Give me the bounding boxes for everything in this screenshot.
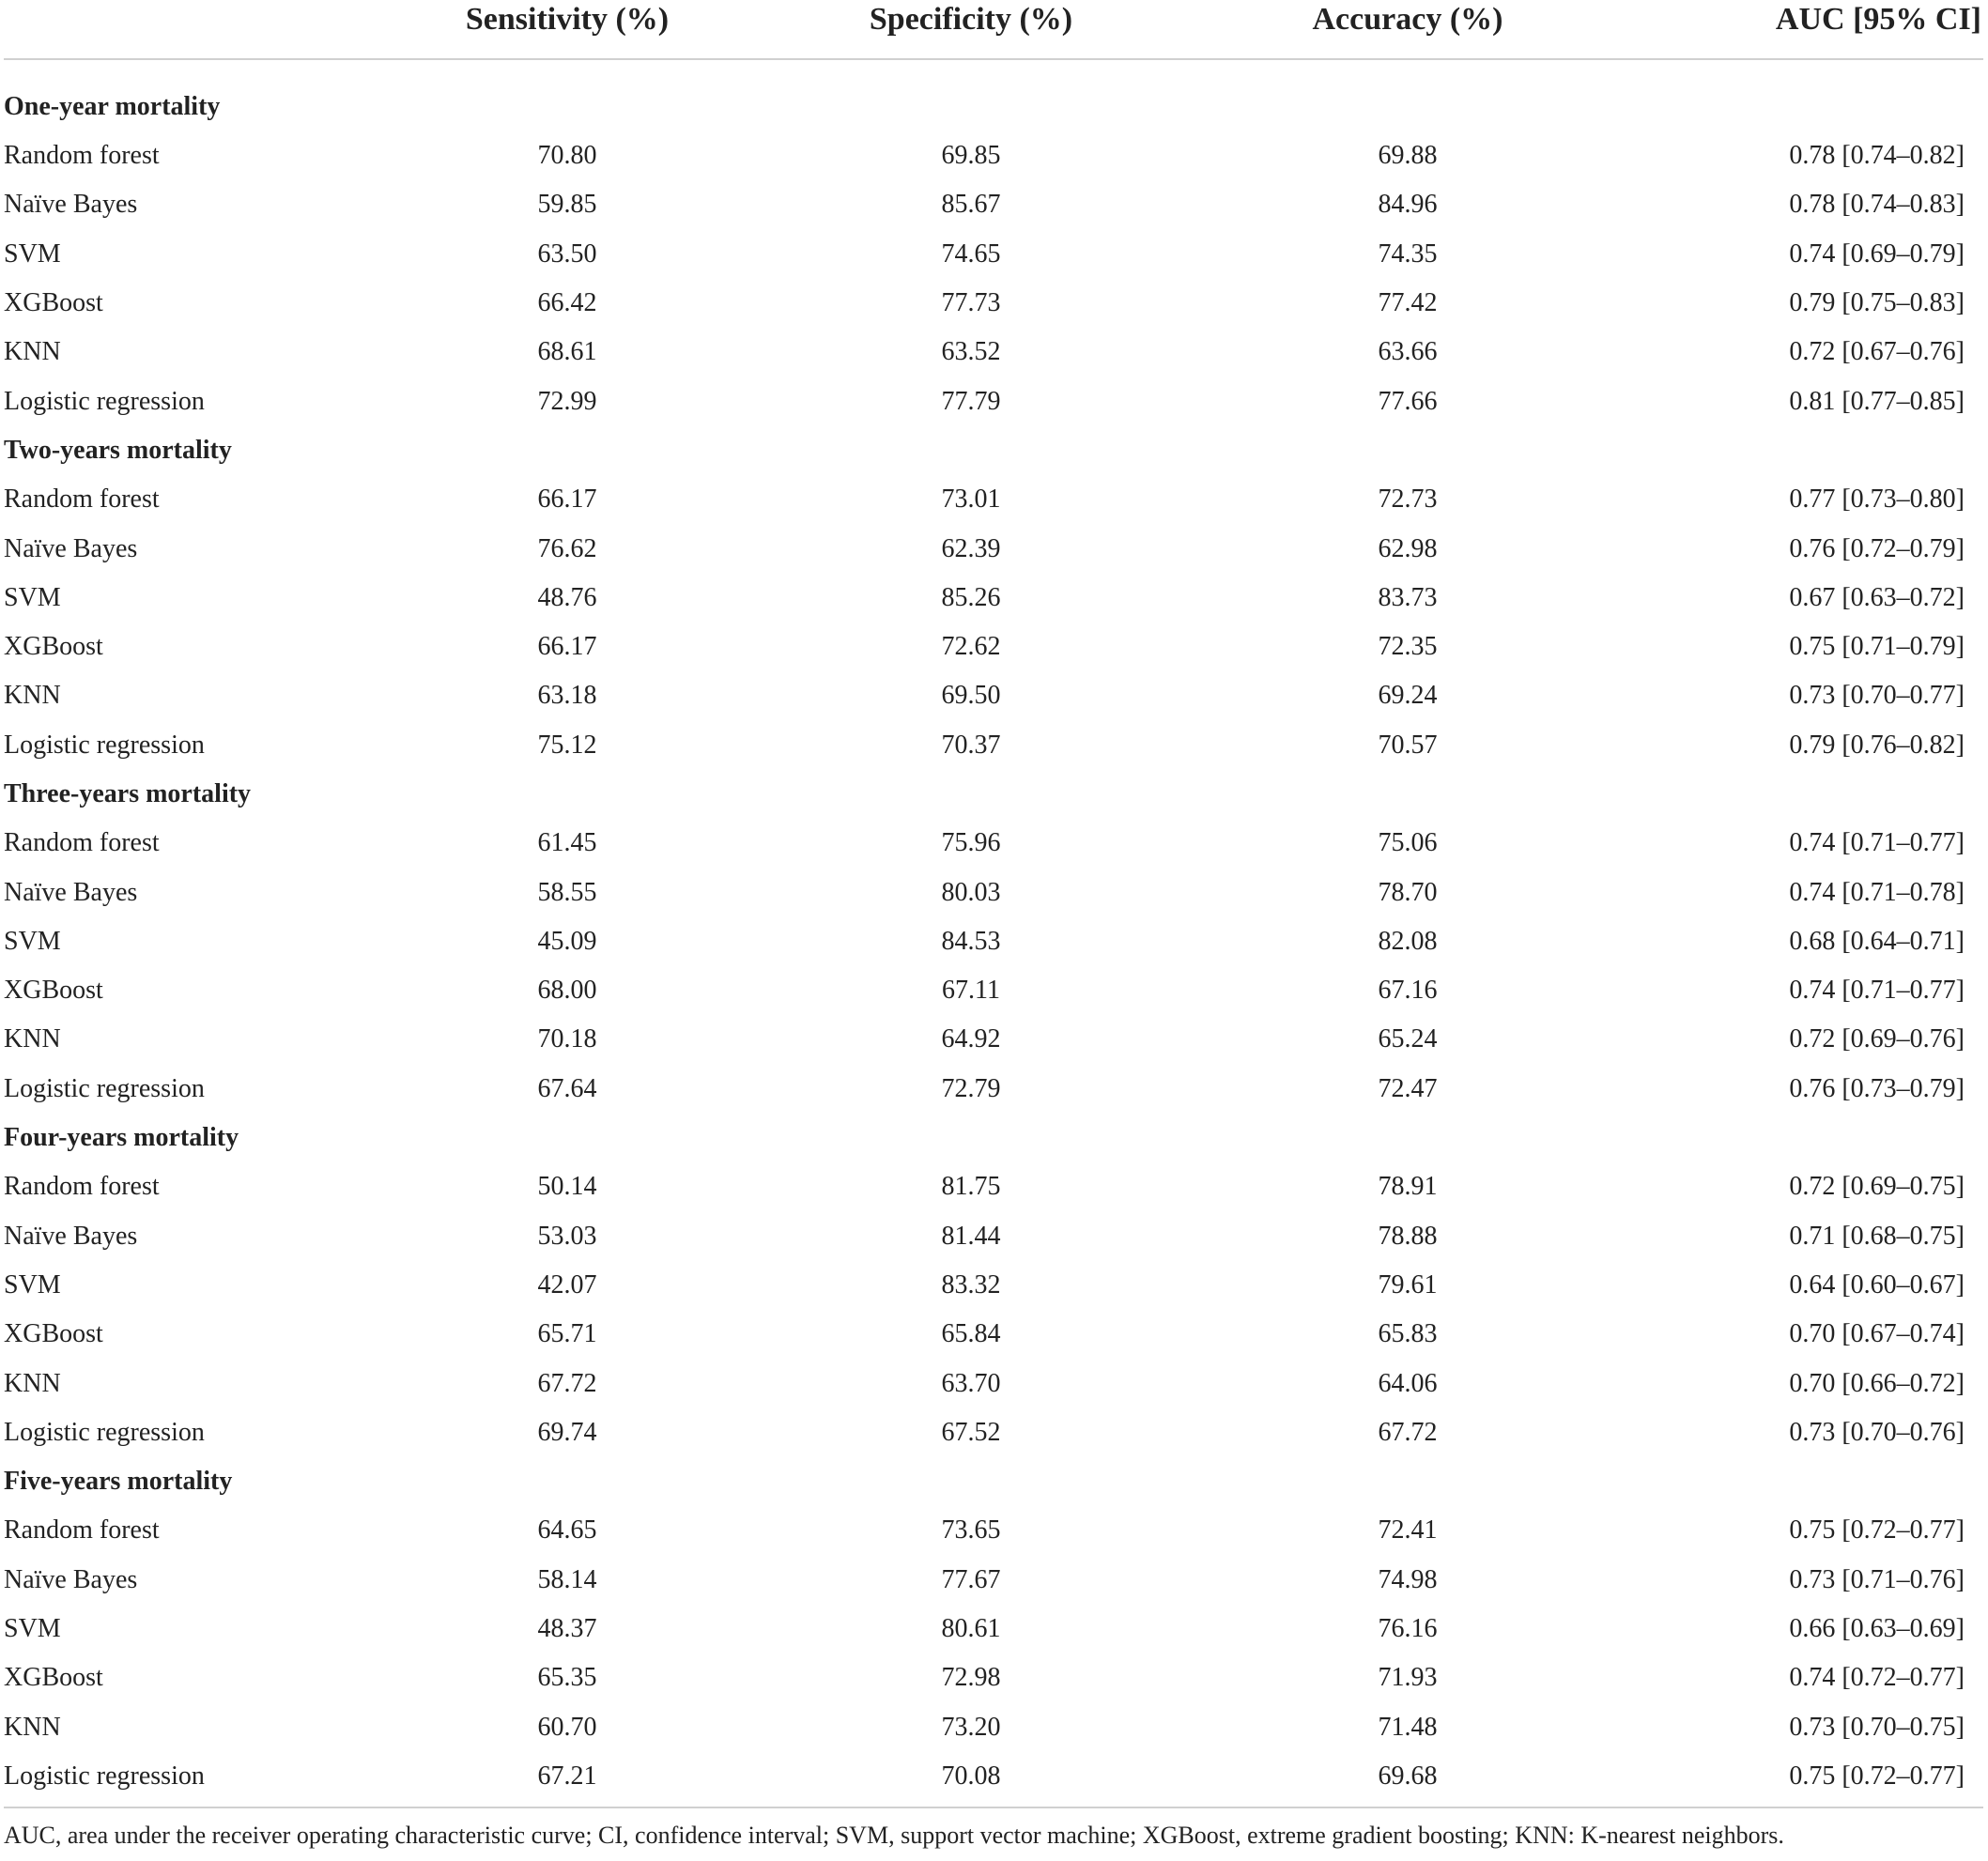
- model-name: XGBoost: [4, 1663, 103, 1693]
- auc-cell: 0.81 [0.77–0.85]: [1789, 386, 1965, 416]
- table-body: [4, 59, 1983, 1801]
- specificity-cell: 67.52: [941, 1417, 1001, 1447]
- accuracy-cell: 79.61: [1378, 1269, 1438, 1300]
- auc-cell: 0.72 [0.69–0.75]: [1789, 1172, 1965, 1202]
- model-name: KNN: [4, 337, 61, 367]
- auc-cell: 0.79 [0.76–0.82]: [1789, 730, 1965, 760]
- accuracy-cell: 77.42: [1378, 288, 1438, 318]
- model-name: KNN: [4, 1712, 61, 1742]
- model-name: XGBoost: [4, 632, 103, 662]
- table-row: [4, 1212, 1983, 1261]
- sensitivity-cell: 61.45: [537, 828, 597, 858]
- specificity-cell: 73.20: [941, 1712, 1001, 1742]
- table-row: [4, 1703, 1983, 1752]
- auc-cell: 0.74 [0.71–0.78]: [1789, 877, 1965, 907]
- sensitivity-cell: 67.72: [537, 1368, 597, 1398]
- auc-cell: 0.67 [0.63–0.72]: [1789, 582, 1965, 612]
- model-name: Naïve Bayes: [4, 190, 138, 220]
- specificity-cell: 67.11: [942, 976, 1000, 1006]
- table-row: [4, 819, 1983, 868]
- accuracy-cell: 78.91: [1378, 1172, 1438, 1202]
- model-name: Random forest: [4, 1172, 160, 1202]
- group-row: [4, 426, 1983, 475]
- results-table: [4, 0, 1983, 1801]
- sensitivity-cell: 70.18: [537, 1024, 597, 1054]
- group-title: Three-years mortality: [4, 779, 252, 808]
- accuracy-cell: 71.93: [1378, 1663, 1438, 1693]
- table-row: [4, 1359, 1983, 1407]
- sensitivity-cell: 63.18: [537, 681, 597, 711]
- accuracy-cell: 63.66: [1378, 337, 1438, 367]
- auc-cell: 0.74 [0.72–0.77]: [1789, 1663, 1965, 1693]
- accuracy-cell: 77.66: [1378, 386, 1438, 416]
- table-row: [4, 721, 1983, 770]
- sensitivity-cell: 65.71: [537, 1319, 597, 1349]
- specificity-cell: 65.84: [941, 1319, 1001, 1349]
- sensitivity-cell: 70.80: [537, 141, 597, 171]
- header-specificity: Specificity (%): [755, 0, 1187, 59]
- sensitivity-cell: 53.03: [537, 1221, 597, 1251]
- model-name: Naïve Bayes: [4, 1564, 138, 1594]
- auc-cell: 0.74 [0.71–0.77]: [1789, 828, 1965, 858]
- table-row: [4, 671, 1983, 720]
- auc-cell: 0.72 [0.67–0.76]: [1789, 337, 1965, 367]
- auc-cell: 0.78 [0.74–0.83]: [1789, 190, 1965, 220]
- header-row: [4, 0, 1983, 59]
- specificity-cell: 74.65: [941, 238, 1001, 269]
- specificity-cell: 77.67: [941, 1564, 1001, 1594]
- header-label: [4, 0, 379, 59]
- accuracy-cell: 82.08: [1378, 926, 1438, 956]
- sensitivity-cell: 64.65: [537, 1515, 597, 1546]
- auc-cell: 0.74 [0.71–0.77]: [1789, 976, 1965, 1006]
- table-row: [4, 868, 1983, 916]
- sensitivity-cell: 66.42: [537, 288, 597, 318]
- auc-cell: 0.68 [0.64–0.71]: [1789, 926, 1965, 956]
- sensitivity-cell: 75.12: [537, 730, 597, 760]
- model-name: Logistic regression: [4, 730, 205, 760]
- model-name: Logistic regression: [4, 1073, 205, 1103]
- sensitivity-cell: 67.64: [537, 1073, 597, 1103]
- accuracy-cell: 69.88: [1378, 141, 1438, 171]
- specificity-cell: 83.32: [941, 1269, 1001, 1300]
- model-name: XGBoost: [4, 976, 103, 1006]
- auc-cell: 0.76 [0.73–0.79]: [1789, 1073, 1965, 1103]
- group-row: [4, 1457, 1983, 1506]
- accuracy-cell: 65.83: [1378, 1319, 1438, 1349]
- model-name: Logistic regression: [4, 386, 205, 416]
- table-row: [4, 574, 1983, 623]
- table-row: [4, 328, 1983, 377]
- specificity-cell: 62.39: [941, 533, 1001, 563]
- specificity-cell: 63.70: [941, 1368, 1001, 1398]
- specificity-cell: 77.73: [941, 288, 1001, 318]
- specificity-cell: 80.61: [941, 1614, 1001, 1644]
- auc-cell: 0.73 [0.70–0.76]: [1789, 1417, 1965, 1447]
- sensitivity-cell: 63.50: [537, 238, 597, 269]
- model-name: Logistic regression: [4, 1761, 205, 1791]
- model-name: XGBoost: [4, 1319, 103, 1349]
- table-row: [4, 1408, 1983, 1457]
- table-header: [4, 0, 1983, 59]
- specificity-cell: 80.03: [941, 877, 1001, 907]
- model-name: SVM: [4, 926, 61, 956]
- model-name: SVM: [4, 582, 61, 612]
- model-name: Naïve Bayes: [4, 877, 138, 907]
- table-row: [4, 131, 1983, 180]
- table-row: [4, 180, 1983, 229]
- accuracy-cell: 72.41: [1378, 1515, 1438, 1546]
- sensitivity-cell: 60.70: [537, 1712, 597, 1742]
- table-row: [4, 279, 1983, 328]
- accuracy-cell: 76.16: [1378, 1614, 1438, 1644]
- specificity-cell: 75.96: [941, 828, 1001, 858]
- auc-cell: 0.70 [0.66–0.72]: [1789, 1368, 1965, 1398]
- accuracy-cell: 72.35: [1378, 632, 1438, 662]
- specificity-cell: 85.26: [941, 582, 1001, 612]
- specificity-cell: 70.37: [941, 730, 1001, 760]
- model-name: Random forest: [4, 484, 160, 515]
- auc-cell: 0.72 [0.69–0.76]: [1789, 1024, 1965, 1054]
- auc-cell: 0.74 [0.69–0.79]: [1789, 238, 1965, 269]
- table-row: [4, 1653, 1983, 1702]
- group-title: Two-years mortality: [4, 435, 232, 465]
- specificity-cell: 81.75: [941, 1172, 1001, 1202]
- table-row: [4, 1162, 1983, 1211]
- table-row: [4, 966, 1983, 1015]
- specificity-cell: 69.50: [941, 681, 1001, 711]
- accuracy-cell: 72.73: [1378, 484, 1438, 515]
- accuracy-cell: 69.68: [1378, 1761, 1438, 1791]
- accuracy-cell: 74.98: [1378, 1564, 1438, 1594]
- model-name: KNN: [4, 1368, 61, 1398]
- sensitivity-cell: 66.17: [537, 484, 597, 515]
- specificity-cell: 81.44: [941, 1221, 1001, 1251]
- specificity-cell: 70.08: [941, 1761, 1001, 1791]
- specificity-cell: 84.53: [941, 926, 1001, 956]
- auc-cell: 0.76 [0.72–0.79]: [1789, 533, 1965, 563]
- sensitivity-cell: 48.37: [537, 1614, 597, 1644]
- auc-cell: 0.64 [0.60–0.67]: [1789, 1269, 1965, 1300]
- auc-cell: 0.77 [0.73–0.80]: [1789, 484, 1965, 515]
- table-row: [4, 1506, 1983, 1555]
- model-name: Naïve Bayes: [4, 1221, 138, 1251]
- model-name: SVM: [4, 1269, 61, 1300]
- model-name: Random forest: [4, 141, 160, 171]
- accuracy-cell: 67.72: [1378, 1417, 1438, 1447]
- table-row: [4, 1065, 1983, 1114]
- group-title: Five-years mortality: [4, 1467, 233, 1497]
- group-row: [4, 770, 1983, 819]
- auc-cell: 0.73 [0.70–0.77]: [1789, 681, 1965, 711]
- accuracy-cell: 75.06: [1378, 828, 1438, 858]
- auc-cell: 0.73 [0.71–0.76]: [1789, 1564, 1965, 1594]
- sensitivity-cell: 45.09: [537, 926, 597, 956]
- accuracy-cell: 74.35: [1378, 238, 1438, 269]
- sensitivity-cell: 50.14: [537, 1172, 597, 1202]
- group-title: Four-years mortality: [4, 1123, 239, 1153]
- specificity-cell: 69.85: [941, 141, 1001, 171]
- sensitivity-cell: 76.62: [537, 533, 597, 563]
- auc-cell: 0.71 [0.68–0.75]: [1789, 1221, 1965, 1251]
- model-name: XGBoost: [4, 288, 103, 318]
- accuracy-cell: 64.06: [1378, 1368, 1438, 1398]
- accuracy-cell: 72.47: [1378, 1073, 1438, 1103]
- table-row: [4, 1605, 1983, 1653]
- specificity-cell: 77.79: [941, 386, 1001, 416]
- specificity-cell: 73.01: [941, 484, 1001, 515]
- model-name: Random forest: [4, 828, 160, 858]
- specificity-cell: 63.52: [941, 337, 1001, 367]
- sensitivity-cell: 68.00: [537, 976, 597, 1006]
- auc-cell: 0.66 [0.63–0.69]: [1789, 1614, 1965, 1644]
- sensitivity-cell: 72.99: [537, 386, 597, 416]
- sensitivity-cell: 65.35: [537, 1663, 597, 1693]
- auc-cell: 0.73 [0.70–0.75]: [1789, 1712, 1965, 1742]
- sensitivity-cell: 42.07: [537, 1269, 597, 1300]
- accuracy-cell: 84.96: [1378, 190, 1438, 220]
- group-title: One-year mortality: [4, 92, 221, 121]
- accuracy-cell: 70.57: [1378, 730, 1438, 760]
- accuracy-cell: 62.98: [1378, 533, 1438, 563]
- auc-cell: 0.70 [0.67–0.74]: [1789, 1319, 1965, 1349]
- table-row: [4, 1752, 1983, 1801]
- table-row: [4, 377, 1983, 425]
- auc-cell: 0.75 [0.71–0.79]: [1789, 632, 1965, 662]
- header-accuracy: Accuracy (%): [1187, 0, 1628, 59]
- table-row: [4, 917, 1983, 966]
- specificity-cell: 72.79: [941, 1073, 1001, 1103]
- model-name: SVM: [4, 238, 61, 269]
- model-name: Logistic regression: [4, 1417, 205, 1447]
- table-row: [4, 524, 1983, 573]
- specificity-cell: 72.98: [941, 1663, 1001, 1693]
- sensitivity-cell: 58.55: [537, 877, 597, 907]
- auc-cell: 0.78 [0.74–0.82]: [1789, 141, 1965, 171]
- table-row: [4, 623, 1983, 671]
- auc-cell: 0.75 [0.72–0.77]: [1789, 1515, 1965, 1546]
- auc-cell: 0.79 [0.75–0.83]: [1789, 288, 1965, 318]
- sensitivity-cell: 67.21: [537, 1761, 597, 1791]
- specificity-cell: 73.65: [941, 1515, 1001, 1546]
- accuracy-cell: 71.48: [1378, 1712, 1438, 1742]
- model-name: Random forest: [4, 1515, 160, 1546]
- accuracy-cell: 78.88: [1378, 1221, 1438, 1251]
- model-name: KNN: [4, 1024, 61, 1054]
- sensitivity-cell: 66.17: [537, 632, 597, 662]
- header-auc: AUC [95% CI]: [1628, 0, 1983, 59]
- accuracy-cell: 65.24: [1378, 1024, 1438, 1054]
- group-row: [4, 1114, 1983, 1162]
- specificity-cell: 85.67: [941, 190, 1001, 220]
- sensitivity-cell: 68.61: [537, 337, 597, 367]
- sensitivity-cell: 69.74: [537, 1417, 597, 1447]
- accuracy-cell: 69.24: [1378, 681, 1438, 711]
- table-row: [4, 1310, 1983, 1359]
- table-row: [4, 1556, 1983, 1605]
- model-name: Naïve Bayes: [4, 533, 138, 563]
- table-footnote: AUC, area under the receiver operating characteristic curve; CI, confidence interval; SVM, support vector machine; XGBoost, extreme gradient boosting; KNN: K-nearest neighbors.: [4, 1807, 1983, 1852]
- sensitivity-cell: 58.14: [537, 1564, 597, 1594]
- specificity-cell: 64.92: [941, 1024, 1001, 1054]
- table-row: [4, 230, 1983, 279]
- sensitivity-cell: 59.85: [537, 190, 597, 220]
- accuracy-cell: 78.70: [1378, 877, 1438, 907]
- group-row: [4, 59, 1983, 131]
- specificity-cell: 72.62: [941, 632, 1001, 662]
- header-sensitivity: Sensitivity (%): [379, 0, 755, 59]
- accuracy-cell: 67.16: [1378, 976, 1438, 1006]
- model-name: SVM: [4, 1614, 61, 1644]
- table-row: [4, 475, 1983, 524]
- sensitivity-cell: 48.76: [537, 582, 597, 612]
- auc-cell: 0.75 [0.72–0.77]: [1789, 1761, 1965, 1791]
- table-row: [4, 1261, 1983, 1310]
- table-row: [4, 1015, 1983, 1064]
- model-name: KNN: [4, 681, 61, 711]
- accuracy-cell: 83.73: [1378, 582, 1438, 612]
